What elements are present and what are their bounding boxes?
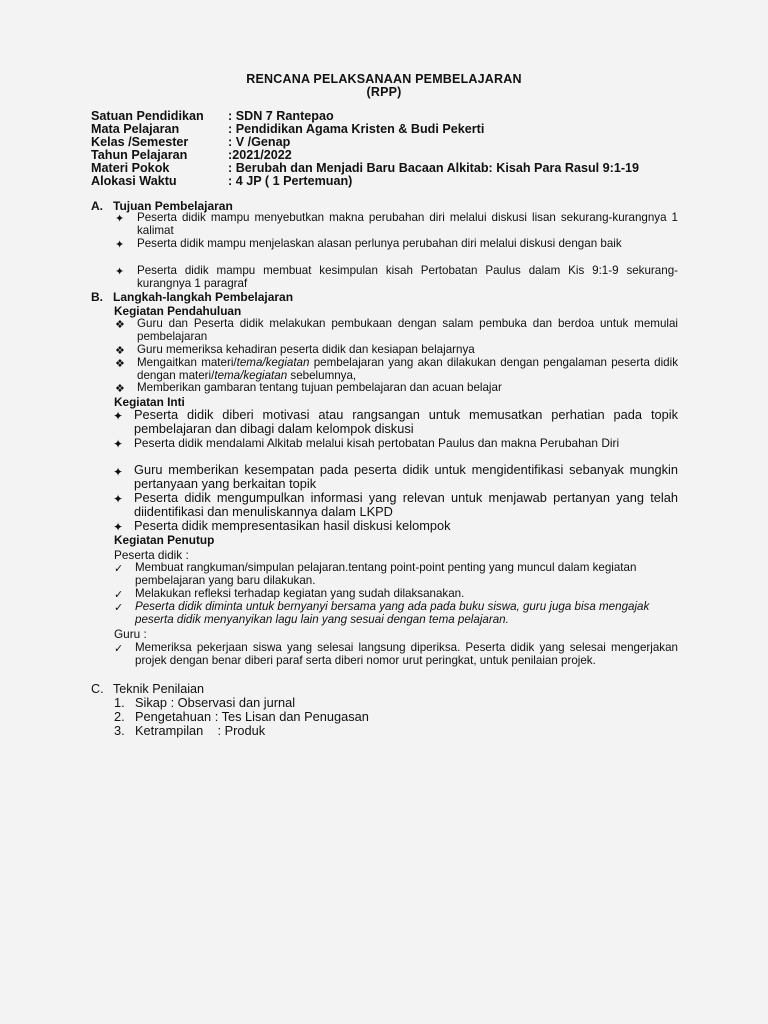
identity-value: : 4 JP ( 1 Pertemuan)	[228, 174, 353, 188]
identity-value: : Pendidikan Agama Kristen & Budi Pekerti	[228, 122, 485, 136]
list-item: Peserta didik diberi motivasi atau rangsangan untuk memusatkan perhatian pada topik pembelajaran dan dibagi dalam kelompok diskusi	[134, 407, 678, 436]
section-title: Langkah-langkah Pembelajaran	[113, 290, 294, 304]
list-item: Peserta didik mampu membuat kesimpulan kisah Pertobatan Paulus dalam Kis 9:1-9 sekurang-kurangnya 1 paragraf	[137, 264, 678, 290]
section-letter: A.	[91, 199, 103, 213]
section-title: Tujuan Pembelajaran	[113, 199, 233, 213]
guru-label: Guru :	[114, 627, 147, 641]
item-text: Ketrampilan : Produk	[135, 723, 266, 738]
diamond-bullet-icon: ❖	[115, 345, 125, 357]
text-run-italic: tema/kegiatan	[214, 368, 288, 382]
identity-value: : SDN 7 Rantepao	[228, 109, 334, 123]
star-bullet-icon: ✦	[113, 492, 124, 506]
section-letter: C.	[91, 682, 104, 696]
list-item: Guru dan Peserta didik melakukan pembukaan dengan salam pembuka dan berdoa untuk memulai pembelajaran	[137, 317, 678, 343]
diamond-bullet-icon: ❖	[115, 358, 125, 370]
identity-value: : V /Genap	[228, 135, 291, 149]
text-run: pembelajaran yang akan dilakukan dengan pengalaman peserta didik dengan materi/	[137, 356, 678, 382]
subsection-title: Kegiatan Penutup	[114, 533, 215, 547]
star-bullet-icon: ✦	[113, 520, 124, 534]
list-item: Membuat rangkuman/simpulan pelajaran.tentang point-point penting yang muncul dalam kegiatan pembelajaran yang baru dilakukan.	[135, 561, 637, 587]
text-run: Mengaitkan materi/	[137, 356, 237, 369]
list-item	[114, 723, 266, 738]
identity-label: Materi Pokok	[91, 161, 170, 175]
doc-title: RENCANA PELAKSANAAN PEMBELAJARAN	[246, 72, 522, 86]
list-item: Peserta didik mempresentasikan hasil diskusi kelompok	[134, 518, 451, 533]
identity-table	[91, 110, 639, 188]
item-number: 3.	[114, 723, 125, 738]
identity-label: Satuan Pendidikan	[91, 109, 204, 123]
text-run-italic: tema/kegiatan	[236, 356, 310, 369]
section-b-heading	[91, 290, 681, 304]
star-bullet-icon: ✦	[113, 409, 124, 423]
identity-label: Mata Pelajaran	[91, 122, 180, 136]
section-title: Teknik Penilaian	[113, 682, 205, 696]
identity-value: :2021/2022	[228, 148, 292, 162]
identity-row	[91, 175, 639, 188]
text-run: sebelumnya,	[287, 368, 357, 382]
item-text: Pengetahuan : Tes Lisan dan Penugasan	[135, 709, 369, 724]
list-item: Melakukan refleksi terhadap kegiatan yang sudah dilaksanakan.	[135, 587, 465, 600]
list-item	[137, 357, 678, 382]
checkmark-icon: ✓	[114, 602, 124, 614]
checkmark-icon: ✓	[114, 589, 124, 601]
list-item	[114, 695, 296, 710]
item-text: Sikap : Observasi dan jurnal	[135, 695, 296, 710]
list-item: Guru memberikan kesempatan pada peserta didik untuk mengidentifikasi sebanyak mungkin pertanyaan yang berkaitan topik	[134, 462, 678, 491]
list-item: Peserta didik mengumpulkan informasi yang relevan untuk menjawab pertanyan yang telah diidentifikasi dan menuliskannya dalam LKPD	[134, 490, 678, 519]
star-bullet-icon: ✦	[115, 239, 125, 251]
checkmark-icon: ✓	[114, 563, 124, 575]
subsection-title: Kegiatan Inti	[114, 395, 185, 409]
star-bullet-icon: ✦	[113, 437, 124, 451]
checkmark-icon: ✓	[114, 643, 124, 655]
peserta-label: Peserta didik :	[114, 548, 189, 562]
diamond-bullet-icon: ❖	[115, 319, 125, 331]
star-bullet-icon: ✦	[113, 465, 124, 479]
item-number: 2.	[114, 709, 125, 724]
list-item: Peserta didik mendalami Alkitab melalui kisah pertobatan Paulus dan makna Perubahan Diri	[134, 436, 620, 450]
doc-subtitle: (RPP)	[366, 85, 402, 99]
list-item: Peserta didik mampu menyebutkan makna perubahan diri melalui diskusi lisan sekurang-kurangnya 1 kalimat	[137, 211, 678, 237]
diamond-bullet-icon: ❖	[115, 383, 125, 395]
star-bullet-icon: ✦	[115, 213, 125, 225]
list-item: Memeriksa pekerjaan siswa yang selesai langsung diperiksa. Peserta didik yang selesai mengerjakan projek dengan benar diberi paraf serta diberi nomor urut peringkat, untuk penilaian projek.	[135, 641, 678, 667]
item-number: 1.	[114, 695, 125, 710]
list-item: Guru memeriksa kehadiran peserta didik dan kesiapan belajarnya	[137, 343, 475, 356]
identity-value: : Berubah dan Menjadi Baru Bacaan Alkitab: Kisah Para Rasul 9:1-19	[228, 161, 640, 175]
list-item	[114, 709, 369, 724]
list-item: Peserta didik mampu menjelaskan alasan perlunya perubahan diri melalui diskusi dengan baik	[137, 237, 622, 250]
subsection-title: Kegiatan Pendahuluan	[114, 304, 242, 318]
list-item: Peserta didik diminta untuk bernyanyi bersama yang ada pada buku siswa, guru juga bisa mengajak peserta didik menyanyikan lagu lain yang sesuai dengan tema pelajaran.	[135, 600, 650, 626]
identity-label: Alokasi Waktu	[91, 174, 177, 188]
section-letter: B.	[91, 290, 103, 304]
identity-label: Tahun Pelajaran	[91, 148, 188, 162]
star-bullet-icon: ✦	[115, 266, 125, 278]
section-c-heading	[91, 682, 681, 696]
identity-label: Kelas /Semester	[91, 135, 189, 149]
list-item: Memberikan gambaran tentang tujuan pembelajaran dan acuan belajar	[137, 381, 502, 394]
